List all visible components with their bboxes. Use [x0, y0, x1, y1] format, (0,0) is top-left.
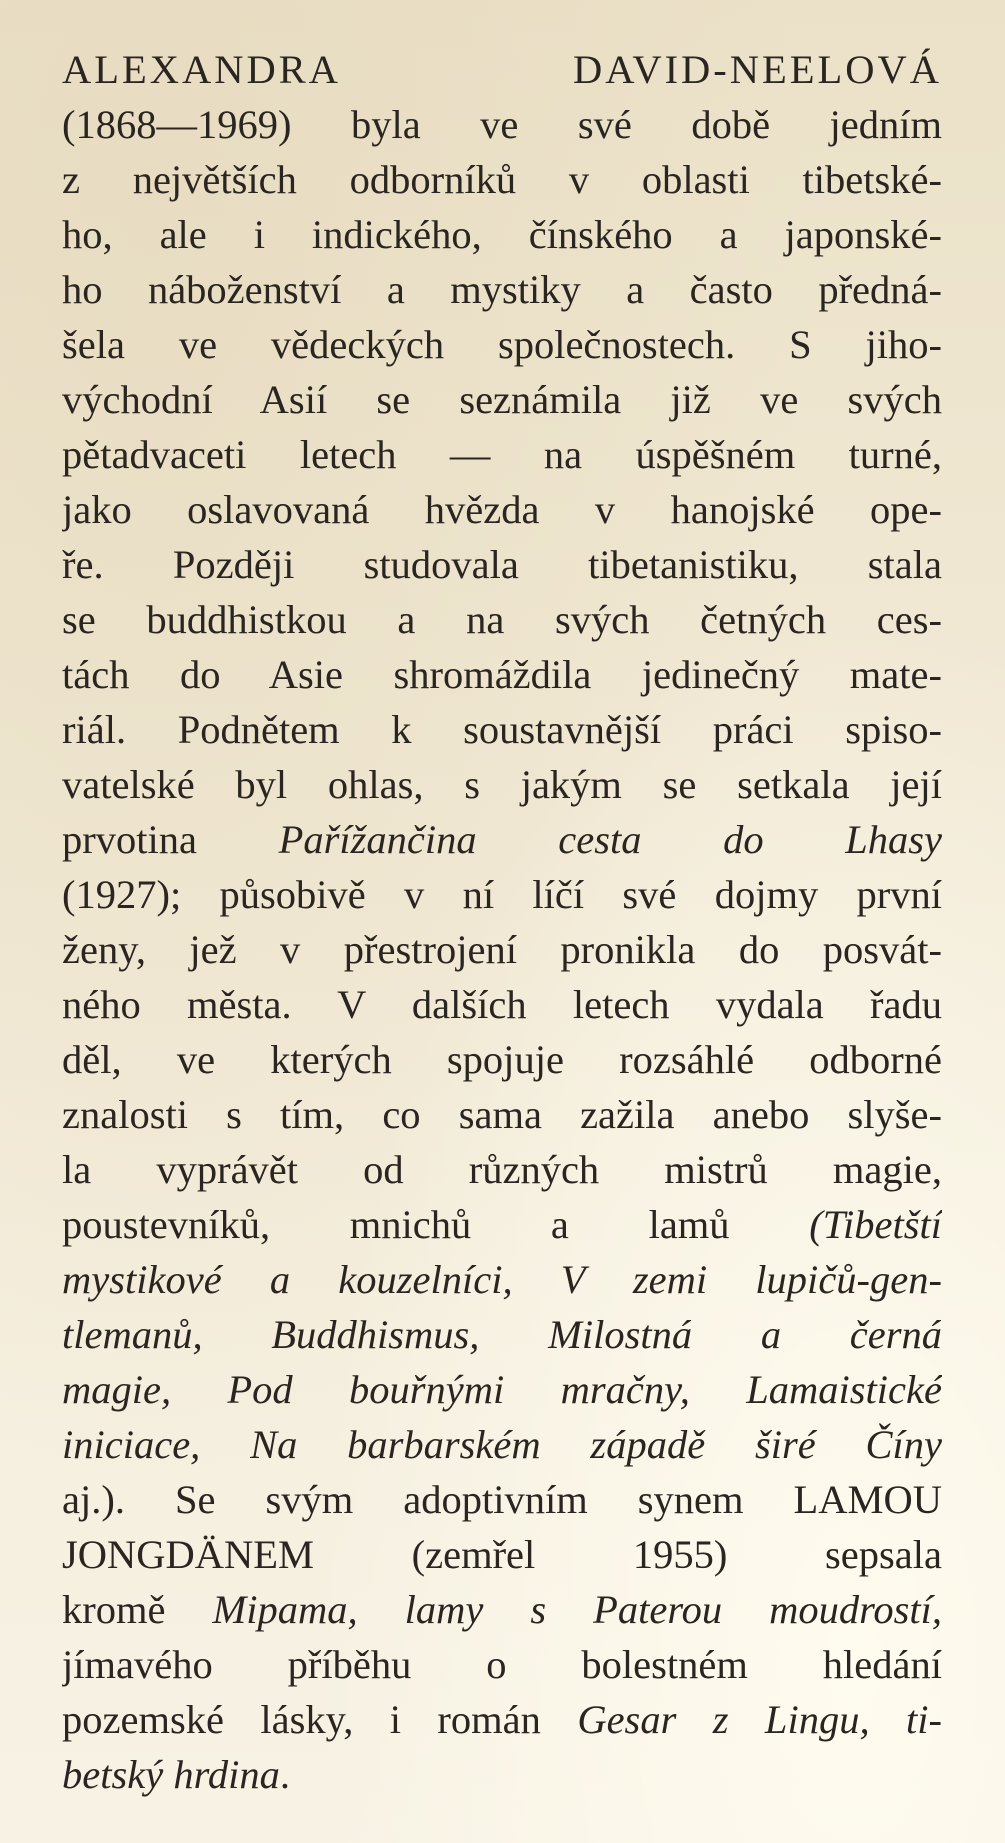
text-line-15: prvotina Pařížančina cesta do Lhasy	[62, 817, 942, 862]
text-line-3: z největších odborníků v oblasti tibetské-	[62, 157, 942, 202]
text-line-10: ře. Později studovala tibetanistiku, stala	[62, 542, 942, 587]
text-line-13: riál. Podnětem k soustavnější práci spiso-	[62, 707, 942, 752]
text-line-1	[62, 42, 942, 98]
book-title-italic: Gesar z Lingu, ti-	[577, 1697, 942, 1742]
text-line-25: magie, Pod bouřnými mračny, Lamaistické	[62, 1367, 942, 1412]
text-line-16: (1927); působivě v ní líčí své dojmy první	[62, 872, 942, 917]
text-line-20: znalosti s tím, co sama zažila anebo slyše-	[62, 1092, 942, 1137]
author-name: ALEXANDRA DAVID-NEELOVÁ	[62, 47, 942, 92]
text-line-9: jako oslavovaná hvězda v hanojské ope-	[62, 487, 942, 532]
text-line-24: tlemanů, Buddhismus, Milostná a černá	[62, 1312, 942, 1357]
book-title-italic: (Tibetští	[809, 1202, 942, 1247]
text-line-8: pětadvaceti letech — na úspěšném turné,	[62, 432, 942, 477]
text-line-14: vatelské byl ohlas, s jakým se setkala její	[62, 762, 942, 807]
text-line-29: kromě Mipama, lamy s Paterou moudrostí,	[62, 1587, 942, 1632]
text-line-6: šela ve vědeckých společnostech. S jiho-	[62, 322, 942, 367]
text-line-28: JONGDÄNEM (zemřel 1955) sepsala	[62, 1532, 942, 1577]
text-line-26: iniciace, Na barbarském západě širé Číny	[62, 1422, 942, 1467]
book-title-italic: Pařížančina cesta do Lhasy	[278, 817, 942, 862]
text-line-4: ho, ale i indického, čínského a japonské-	[62, 212, 942, 257]
text-line-17: ženy, jež v přestrojení pronikla do posvát-	[62, 927, 942, 972]
text-line-31: pozemské lásky, i román Gesar z Lingu, ti-	[62, 1697, 942, 1742]
book-title-italic: Mipama, lamy s Paterou moudrostí,	[212, 1587, 942, 1632]
text-line-7: východní Asií se seznámila již ve svých	[62, 377, 942, 422]
text-line-21: la vyprávět od různých mistrů magie,	[62, 1147, 942, 1192]
text-line-5: ho náboženství a mystiky a často předná-	[62, 267, 942, 312]
text-line-18: ného města. V dalších letech vydala řadu	[62, 982, 942, 1027]
text-line-22: poustevníků, mnichů a lamů (Tibetští	[62, 1202, 942, 1247]
text-line-12: tách do Asie shromáždila jedinečný mate-	[62, 652, 942, 697]
text-line-27: aj.). Se svým adoptivním synem LAMOU	[62, 1477, 942, 1522]
text-line-19: děl, ve kterých spojuje rozsáhlé odborné	[62, 1037, 942, 1082]
text-line-32: betský hrdina.	[62, 1752, 290, 1797]
book-title-italic: betský hrdina	[62, 1752, 280, 1797]
text-line-11: se buddhistkou a na svých četných ces-	[62, 597, 942, 642]
text-line-30: jímavého příběhu o bolestném hledání	[62, 1642, 942, 1687]
text-line-2: (1868—1969) byla ve své době jedním	[62, 102, 942, 147]
text-line-23: mystikové a kouzelníci, V zemi lupičů-gen-	[62, 1257, 942, 1302]
